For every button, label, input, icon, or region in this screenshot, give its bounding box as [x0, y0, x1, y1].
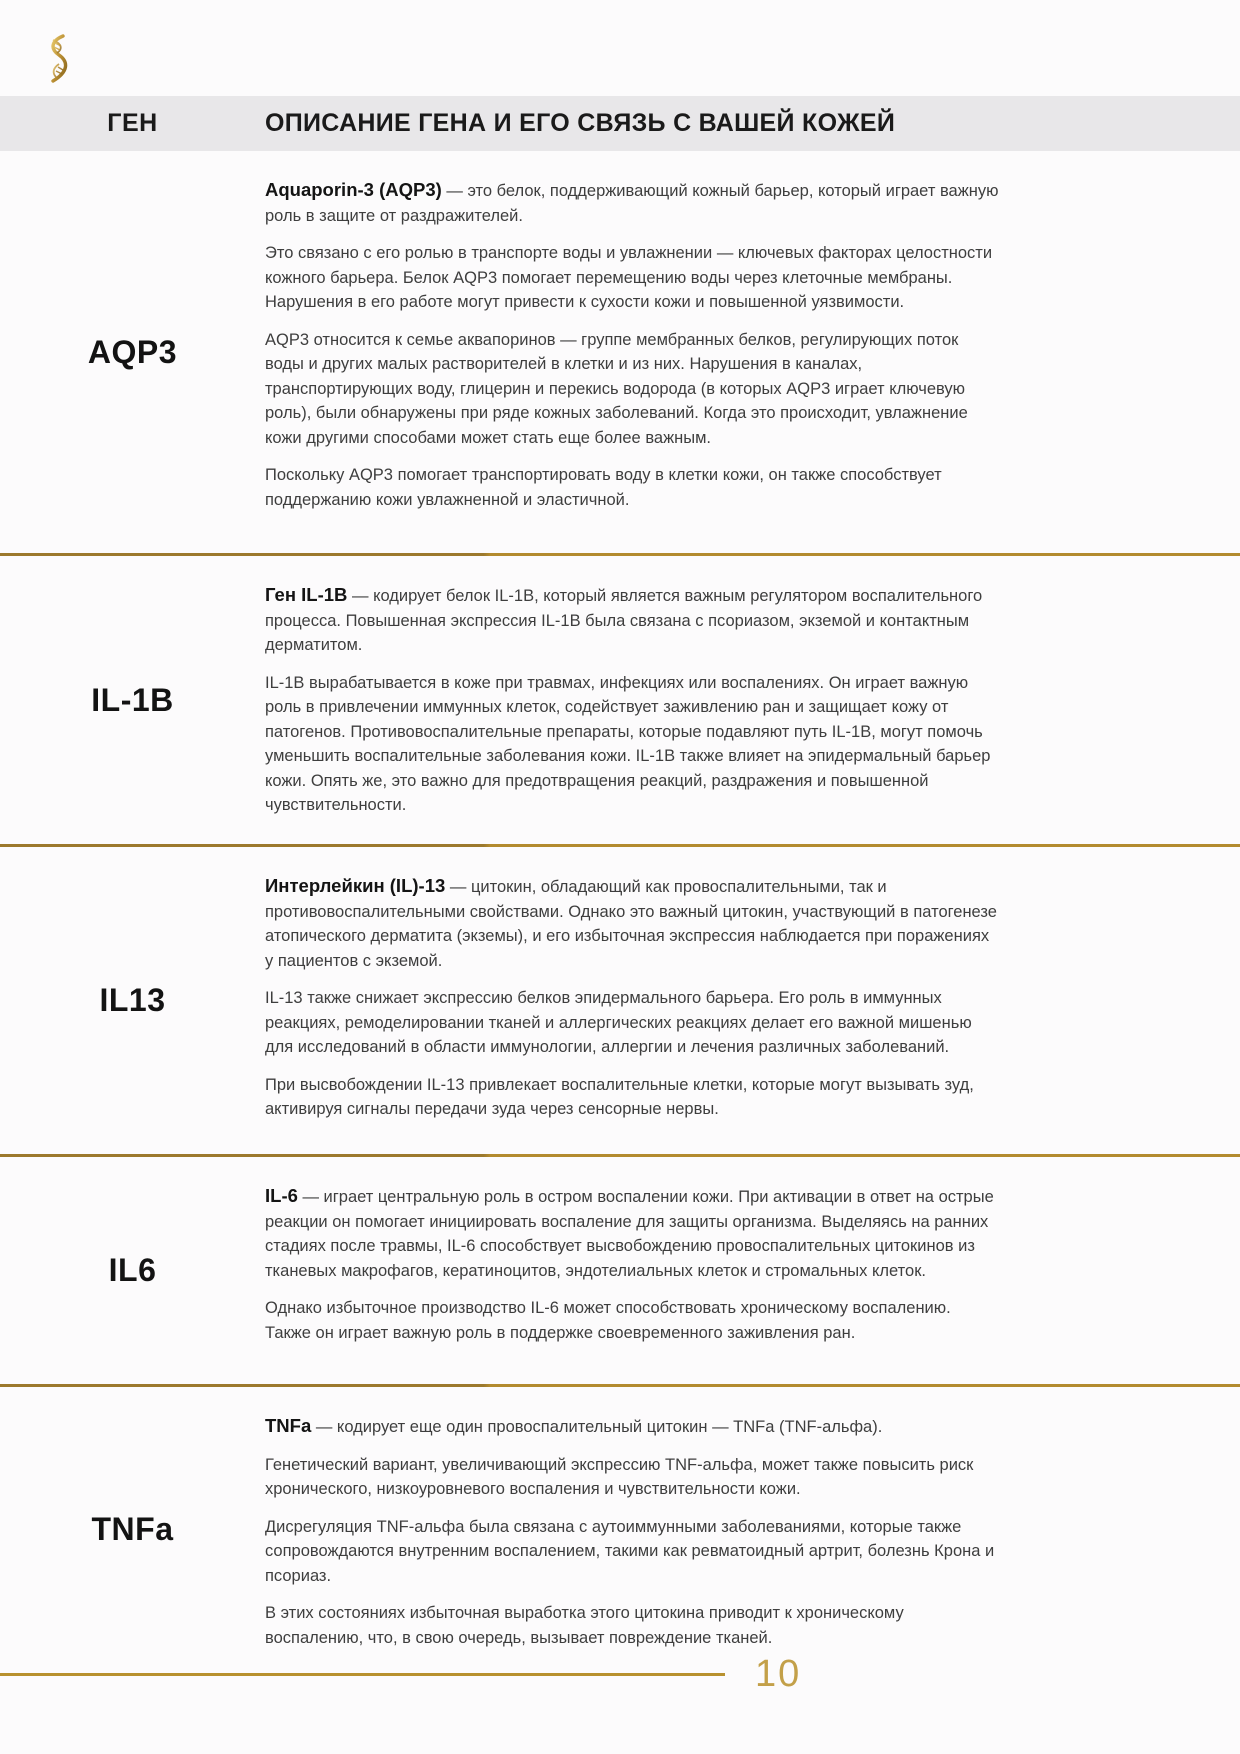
gene-name: AQP3	[87, 333, 178, 370]
page-number: 10	[755, 1652, 802, 1695]
paragraph: Генетический вариант, увеличивающий экспрессию TNF-альфа, может также повысить риск хронического, низкоуровневого воспаления и чувствительности кожи.	[265, 1455, 974, 1498]
paragraph: Поскольку AQP3 помогает транспортировать воду в клетки кожи, он также способствует поддержанию кожи увлажненной и эластичной.	[265, 466, 942, 509]
gene-lead: Интерлейкин (IL)-13	[265, 875, 446, 896]
paragraph: При высвобождении IL-13 привлекает воспалительные клетки, которые могут вызывать зуд, активируя сигналы передачи зуда через сенсорные нервы.	[265, 1075, 974, 1118]
gene-lead: TNFa	[265, 1415, 312, 1436]
gene-description	[265, 1157, 1000, 1384]
gene-lead: IL-6	[265, 1185, 298, 1206]
gene-name: IL-1B	[91, 681, 174, 718]
table-row	[0, 847, 1240, 1154]
table-row	[0, 556, 1240, 844]
paragraph: Интерлейкин (IL)-13 — цитокин, обладающий как провоспалительными, так и противовоспалительными свойствами. Однако это важный цитокин, участвующий в патогенезе атопического дерматита (экземы), и его избыточная экспрессия наблюдается при поражениях у пациентов с экземой.	[265, 875, 997, 970]
gene-lead: Aquaporin-3 (AQP3)	[265, 179, 442, 200]
gene-description	[265, 556, 1000, 844]
paragraph: В этих состояниях избыточная выработка этого цитокина приводит к хроническому воспалению, что, в свою очередь, вызывает повреждение тканей.	[265, 1604, 904, 1647]
table-row	[0, 1387, 1240, 1672]
paragraph: Ген IL-1B — кодирует белок IL-1B, который является важным регулятором воспалительного процесса. Повышенная экспрессия IL-1B была связана с псориазом, экземой и контактным дерматитом.	[265, 584, 983, 654]
gene-table	[0, 151, 1240, 1672]
paragraph: Однако избыточное производство IL-6 может способствовать хроническому воспалению. Также он играет важную роль в поддержке своевременного заживления ран.	[265, 1299, 951, 1342]
gene-name: IL6	[108, 1252, 157, 1288]
paragraph: IL-13 также снижает экспрессию белков эпидермального барьера. Его роль в иммунных реакциях, ремоделировании тканей и аллергических реакциях делает его важной мишенью для исследований в области иммунологии, аллергии и лечения различных заболеваний.	[265, 989, 972, 1056]
paragraph: Дисрегуляция TNF-альфа была связана с аутоиммунными заболеваниями, которые также сопровождаются внутренним воспалением, такими как ревматоидный артрит, болезнь Крона и псориаз.	[265, 1517, 995, 1585]
column-header-gene: ГЕН	[107, 109, 158, 137]
table-row	[0, 1157, 1240, 1384]
gene-name: IL13	[99, 982, 166, 1018]
page-footer	[0, 1652, 1240, 1696]
paragraph: Это связано с его ролью в транспорте воды и увлажнении — ключевых факторах целостности кожного барьера. Белок AQP3 помогает перемещению воды через клеточные мембраны. Нарушения в его работе могут привести к сухости кожи и повышенной уязвимости.	[265, 244, 993, 311]
table-header	[0, 96, 1240, 151]
gene-description	[265, 847, 1000, 1154]
paragraph: IL-6 — играет центральную роль в остром воспалении кожи. При активации в ответ на острые реакции он помогает инициировать воспаление для защиты организма. Выделяясь на ранних стадиях после травмы, IL-6 способствует высвобождению провоспалительных цитокинов из тканевых макрофагов, кератиноцитов, эндотелиальных клеток и стромальных клеток.	[265, 1185, 994, 1280]
table-row	[0, 151, 1240, 553]
gene-lead: Ген IL-1B	[265, 584, 348, 605]
paragraph: IL-1B вырабатывается в коже при травмах, инфекциях или воспалениях. Он играет важную роль в привлечении иммунных клеток, содействует заживлению ран и защищает кожу от патогенов. Противовоспалительные препараты, которые подавляют путь IL-1B, могут помочь уменьшить воспалительные заболевания кожи. IL-1B также влияет на эпидермальный барьер кожи. Опять же, это важно для предотвращения реакций, раздражения и повышенной чувствительности.	[265, 673, 991, 814]
dna-logo-icon	[44, 34, 70, 84]
paragraph: TNFa — кодирует еще один провоспалительный цитокин — TNFa (TNF-альфа).	[265, 1415, 883, 1436]
footer-gold-line	[0, 1673, 725, 1676]
gene-description	[265, 1387, 1000, 1672]
column-header-description: ОПИСАНИЕ ГЕНА И ЕГО СВЯЗЬ С ВАШЕЙ КОЖЕЙ	[265, 109, 896, 137]
gene-description	[265, 151, 1000, 553]
paragraph: Aquaporin-3 (AQP3) — это белок, поддерживающий кожный барьер, который играет важную роль в защите от раздражителей.	[265, 179, 999, 225]
gene-name: TNFa	[91, 1511, 174, 1547]
paragraph: AQP3 относится к семье аквапоринов — группе мембранных белков, регулирующих поток воды и других малых растворителей в клетки и из них. Нарушения в каналах, транспортирующих воду, глицерин и перекись водорода (в которых AQP3 играет ключевую роль), были обнаружены при ряде кожных заболеваний. Когда это происходит, увлажнение кожи другими способами может стать еще более важным.	[265, 330, 968, 447]
